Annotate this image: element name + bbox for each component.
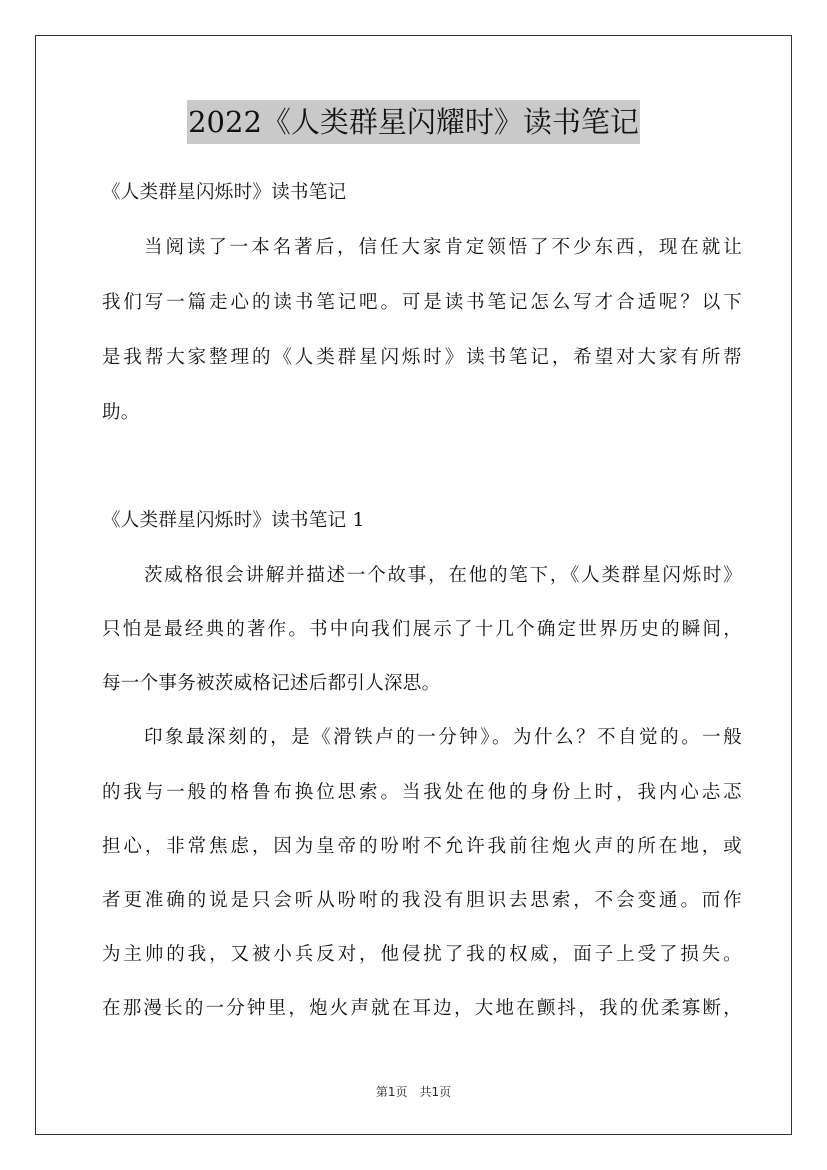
paragraph-line: 茨威格很会讲解并描述一个故事，在他的笔下，《人类群星闪烁时》: [144, 565, 742, 586]
paragraph-line: 的我与一般的格鲁布换位思索。当我处在他的身份上时，我内心忐忑: [102, 782, 742, 803]
paragraph-line: 担心，非常焦虑，因为皇帝的吩咐不允许我前往炮火声的所在地，或: [102, 836, 742, 857]
subtitle: 《人类群星闪烁时》读书笔记: [102, 182, 347, 203]
document-title: 2022《人类群星闪耀时》读书笔记: [187, 100, 640, 144]
paragraph-line: 只怕是最经典的著作。书中向我们展示了十几个确定世界历史的瞬间，: [102, 619, 742, 640]
paragraph-line: 在那漫长的一分钟里，炮火声就在耳边，大地在颤抖，我的优柔寡断，: [102, 998, 742, 1019]
paragraph-line: 每一个事务被茨威格记述后都引人深思。: [102, 673, 441, 694]
intro-line: 当阅读了一本名著后，信任大家肯定领悟了不少东西，现在就让: [144, 237, 742, 258]
section-heading: 《人类群星闪烁时》读书笔记 1: [102, 510, 365, 531]
paragraph-line: 为主帅的我，又被小兵反对，他侵扰了我的权威，面子上受了损失。: [102, 944, 742, 965]
paragraph-line: 印象最深刻的，是《滑铁卢的一分钟》。为什么？不自觉的。一般: [144, 727, 742, 748]
intro-line: 我们写一篇走心的读书笔记吧。可是读书笔记怎么写才合适呢？以下: [102, 292, 742, 313]
title-container: [0, 100, 827, 144]
intro-line: 助。: [102, 402, 140, 423]
paragraph-line: 者更准确的说是只会听从吩咐的我没有胆识去思索，不会变通。而作: [102, 890, 742, 911]
page-footer: 第1页 共1页: [375, 1085, 452, 1099]
intro-line: 是我帮大家整理的《人类群星闪烁时》读书笔记，希望对大家有所帮: [102, 347, 742, 368]
